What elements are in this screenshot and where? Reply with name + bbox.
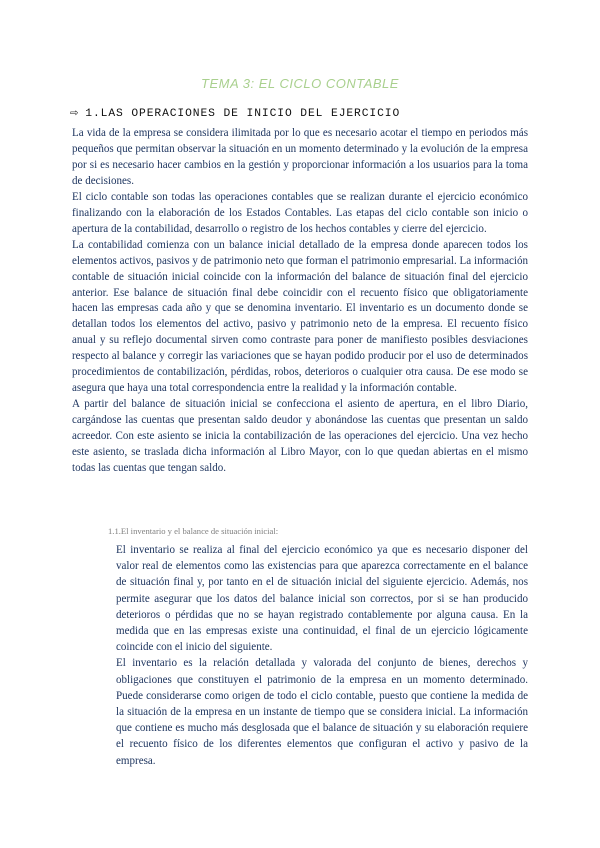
paragraph: La vida de la empresa se considera ilimitada por lo que es necesario acotar el tiempo en periodos más pequeños que permitan observar la situación en un momento determinado y la evolución de la empresa por si es necesario hacer cambios en la gestión y proporcionar información a los usuarios para la toma de decisiones. bbox=[72, 127, 528, 187]
subsection-heading: 1.1.El inventario y el balance de situación inicial: bbox=[108, 526, 279, 536]
section-body bbox=[72, 126, 528, 477]
paragraph: El inventario es la relación detallada y valorada del conjunto de bienes, derechos y obligaciones que constituyen el patrimonio de la empresa en un momento determinado. Puede considerarse como origen de todo el ciclo contable, puesto que contiene la medida de la situación de la empresa en un instante de tiempo que se considera inicial. La información que contiene es mucho más desglosada que el balance de situación y su elaboración requiere el recuento físico de los diferentes elementos que configuran el activo y pasivo de la empresa. bbox=[116, 657, 528, 767]
paragraph: El inventario se realiza al final del ejercicio económico ya que es necesario disponer del valor real de elementos como las existencias para que aparezca correctamente en el balance de situación final y, por tanto en el de situación inicial del siguiente ejercicio. Además, nos permite asegurar que los datos del balance inicial son correctos, por si se han producido deterioros o pérdidas que no se hayan registrado contablemente por alguna causa. En la medida que en las empresas existe una continuidad, el final de un ejercicio lógicamente coincide con el inicio del siguiente. bbox=[116, 544, 528, 654]
paragraph: A partir del balance de situación inicial se confecciona el asiento de apertura, en el libro Diario, cargándose las cuentas que presentan saldo deudor y abonándose las cuentas que presentan un saldo acreedor. Con este asiento se inicia la contabilización de las operaciones del ejercicio. Una vez hecho este asiento, se traslada dicha información al Libro Mayor, con lo que quedan abiertas en el mismo todas las cuentas que tengan saldo. bbox=[72, 398, 528, 475]
paragraph: La contabilidad comienza con un balance inicial detallado de la empresa donde aparecen todos los elementos activos, pasivos y de patrimonio neto que forman el patrimonio empresarial. La información contable de situación inicial coincide con la información del balance de situación final del ejercicio anterior. Ese balance de situación final debe coincidir con el recuento físico que obligatoriamente hacen las empresas cada año y que se denomina inventario. El inventario es un documento donde se detallan todos los elementos del activo, pasivo y patrimonio neto de la empresa. El recuento físico anual y su reflejo documental sirven como contraste para poner de manifiesto posibles desviaciones respecto al balance y corregir las variaciones que se hayan podido producir por el uso de determinados procedimientos de contabilización, pérdidas, robos, deterioros o cualquier otra causa. De ese modo se asegura que haya una total correspondencia entre la realidad y la información contable. bbox=[72, 238, 528, 395]
section-heading bbox=[70, 108, 400, 120]
subsection-body bbox=[116, 542, 528, 769]
page-title: TEMA 3: EL CICLO CONTABLE bbox=[201, 76, 399, 91]
paragraph: El ciclo contable son todas las operaciones contables que se realizan durante el ejercicio económico finalizando con la elaboración de los Estados Contables. Las etapas del ciclo contable son inicio o apertura de la contabilidad, desarrollo o registro de los hechos contables y cierre del ejercicio. bbox=[72, 190, 528, 235]
arrow-icon: ⇨ bbox=[70, 108, 80, 119]
section-heading-text: 1.LAS OPERACIONES DE INICIO DEL EJERCICIO bbox=[85, 108, 401, 120]
